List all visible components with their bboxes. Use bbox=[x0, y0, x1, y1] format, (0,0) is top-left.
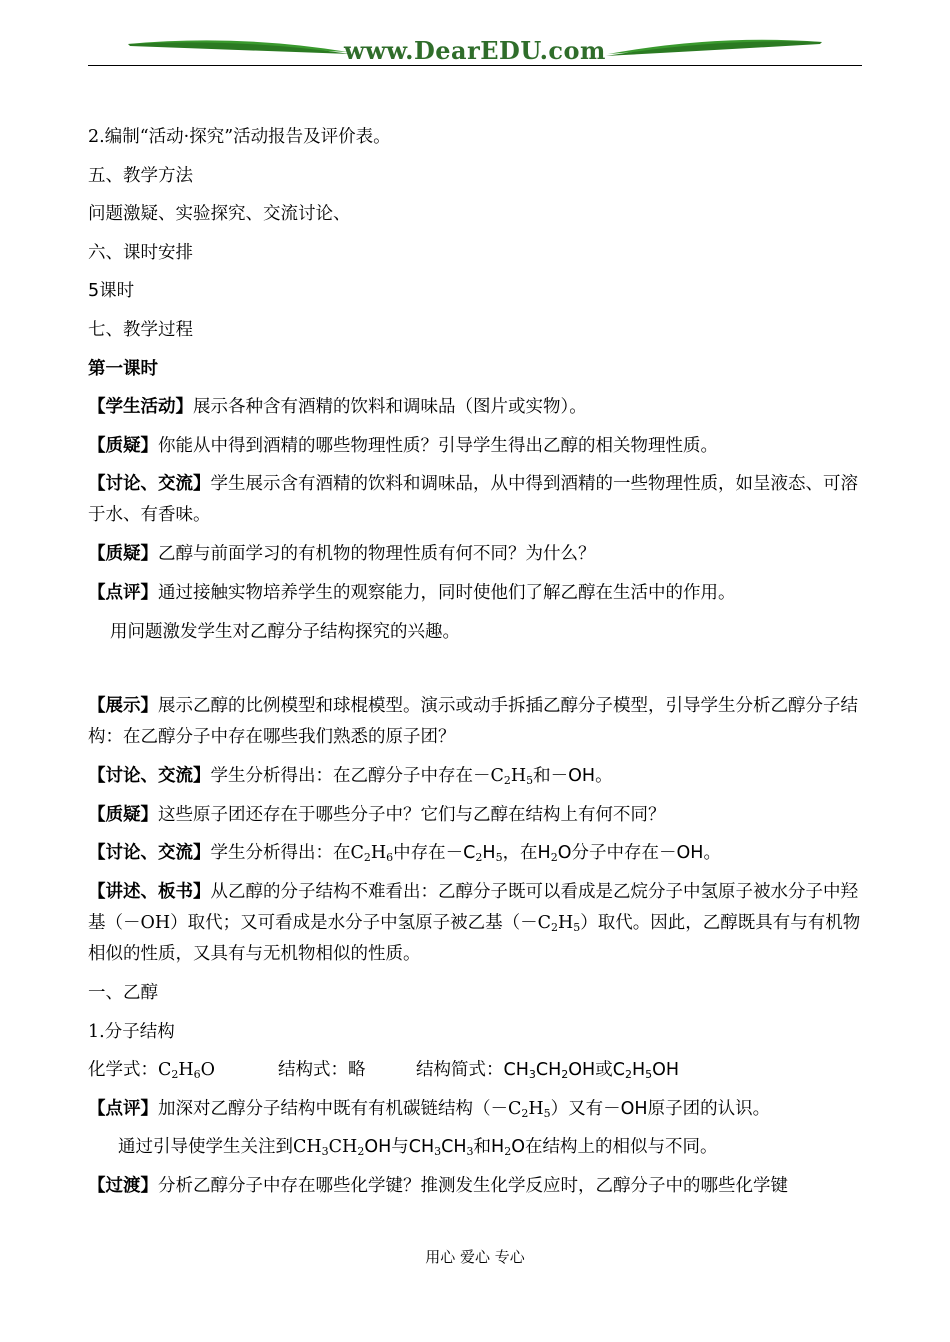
tag-label: 【质疑】 bbox=[88, 435, 158, 456]
tag-label: 【质疑】 bbox=[88, 544, 158, 565]
paragraph: 用问题激发学生对乙醇分子结构探究的兴趣。 bbox=[110, 621, 460, 642]
tag-label: 【学生活动】 bbox=[88, 397, 193, 418]
section-heading: 一、乙醇 bbox=[88, 982, 158, 1003]
section-heading: 六、课时安排 bbox=[88, 242, 193, 263]
section-heading: 七、教学过程 bbox=[88, 319, 193, 340]
page-header bbox=[88, 30, 862, 70]
paragraph: 【质疑】乙醇与前面学习的有机物的物理性质有何不同？为什么？ bbox=[88, 544, 596, 565]
paragraph: 【过渡】分析乙醇分子中存在哪些化学键？推测发生化学反应时，乙醇分子中的哪些化学键 bbox=[88, 1175, 788, 1196]
paragraph: 【点评】通过接触实物培养学生的观察能力，同时使他们了解乙醇在生活中的作用。 bbox=[88, 582, 736, 603]
paragraph: 【讲述、板书】从乙醇的分子结构不难看出：乙醇分子既可以看成是乙烷分子中氢原子被水分子中羟基（－OH）取代；又可看成是水分子中氢原子被乙基$(-C_2H_5)$取代。因此，乙醇既具有与有机物相似的性质，又具有与无机物相似的性质。 bbox=[88, 881, 861, 964]
paragraph: 【展示】展示乙醇的比例模型和球棍模型。演示或动手拆插乙醇分子模型，引导学生分析乙醇分子结构：在乙醇分子中存在哪些我们熟悉的原子团？ bbox=[88, 696, 858, 748]
tag-label: 【质疑】 bbox=[88, 804, 158, 825]
section-heading: 五、教学方法 bbox=[88, 165, 193, 186]
lesson-heading: 第一课时 bbox=[88, 358, 158, 379]
paragraph: 2.编制“活动·探究”活动报告及评价表。 bbox=[88, 127, 391, 147]
page-footer: 用心 爱心 专心 bbox=[425, 1248, 525, 1266]
tag-label: 【讨论、交流】 bbox=[88, 474, 211, 495]
paragraph: 【点评】加深对乙醇分子结构中既有有机碳链结构$(-C_2H_5)$又有－OH原子团的认识。 bbox=[88, 1098, 771, 1120]
site-logo-text: www.DearEDU.com bbox=[344, 36, 606, 65]
tag-label: 【讨论、交流】 bbox=[88, 843, 211, 864]
paragraph: 【质疑】你能从中得到酒精的哪些物理性质？引导学生得出乙醇的相关物理性质。 bbox=[88, 435, 718, 456]
paragraph: 5课时 bbox=[88, 281, 135, 302]
paragraph: 【质疑】这些原子团还存在于哪些分子中？它们与乙醇在结构上有何不同？ bbox=[88, 804, 666, 825]
tag-label: 【展示】 bbox=[88, 696, 158, 717]
sub-heading: 1.分子结构 bbox=[88, 1021, 175, 1042]
formula-line: 化学式：$C_2H_6O$ 结构式：略 结构简式：$CH_3CH_2OH$或$C_2H_5OH$ bbox=[88, 1060, 680, 1082]
tag-label: 【讨论、交流】 bbox=[88, 766, 211, 787]
tag-label: 【讲述、板书】 bbox=[88, 881, 211, 902]
header-rule bbox=[88, 65, 862, 66]
paragraph: 【讨论、交流】学生分析得出：在$C_2H_6$中存在$-C_2H_5$，在$H_2O$分子中存在－OH。 bbox=[88, 843, 721, 865]
tag-label: 【点评】 bbox=[88, 1098, 158, 1119]
tag-label: 【过渡】 bbox=[88, 1175, 158, 1196]
tag-label: 【点评】 bbox=[88, 582, 158, 603]
paragraph: 【讨论、交流】学生展示含有酒精的饮料和调味品，从中得到酒精的一些物理性质，如呈液态、可溶于水、有香味。 bbox=[88, 474, 858, 526]
document-body bbox=[88, 118, 864, 1205]
spacer bbox=[88, 651, 864, 687]
paragraph: 【学生活动】展示各种含有酒精的饮料和调味品（图片或实物）。 bbox=[88, 397, 587, 418]
paragraph: 通过引导使学生关注到$CH_3CH_2OH$与$CH_3CH_3$和$H_2O$在结构上的相似与不同。 bbox=[118, 1137, 718, 1159]
paragraph: 问题激疑、实验探究、交流讨论、 bbox=[88, 204, 351, 225]
paragraph: 【讨论、交流】学生分析得出：在乙醇分子中存在$-C_2H_5$和－OH。 bbox=[88, 766, 613, 788]
